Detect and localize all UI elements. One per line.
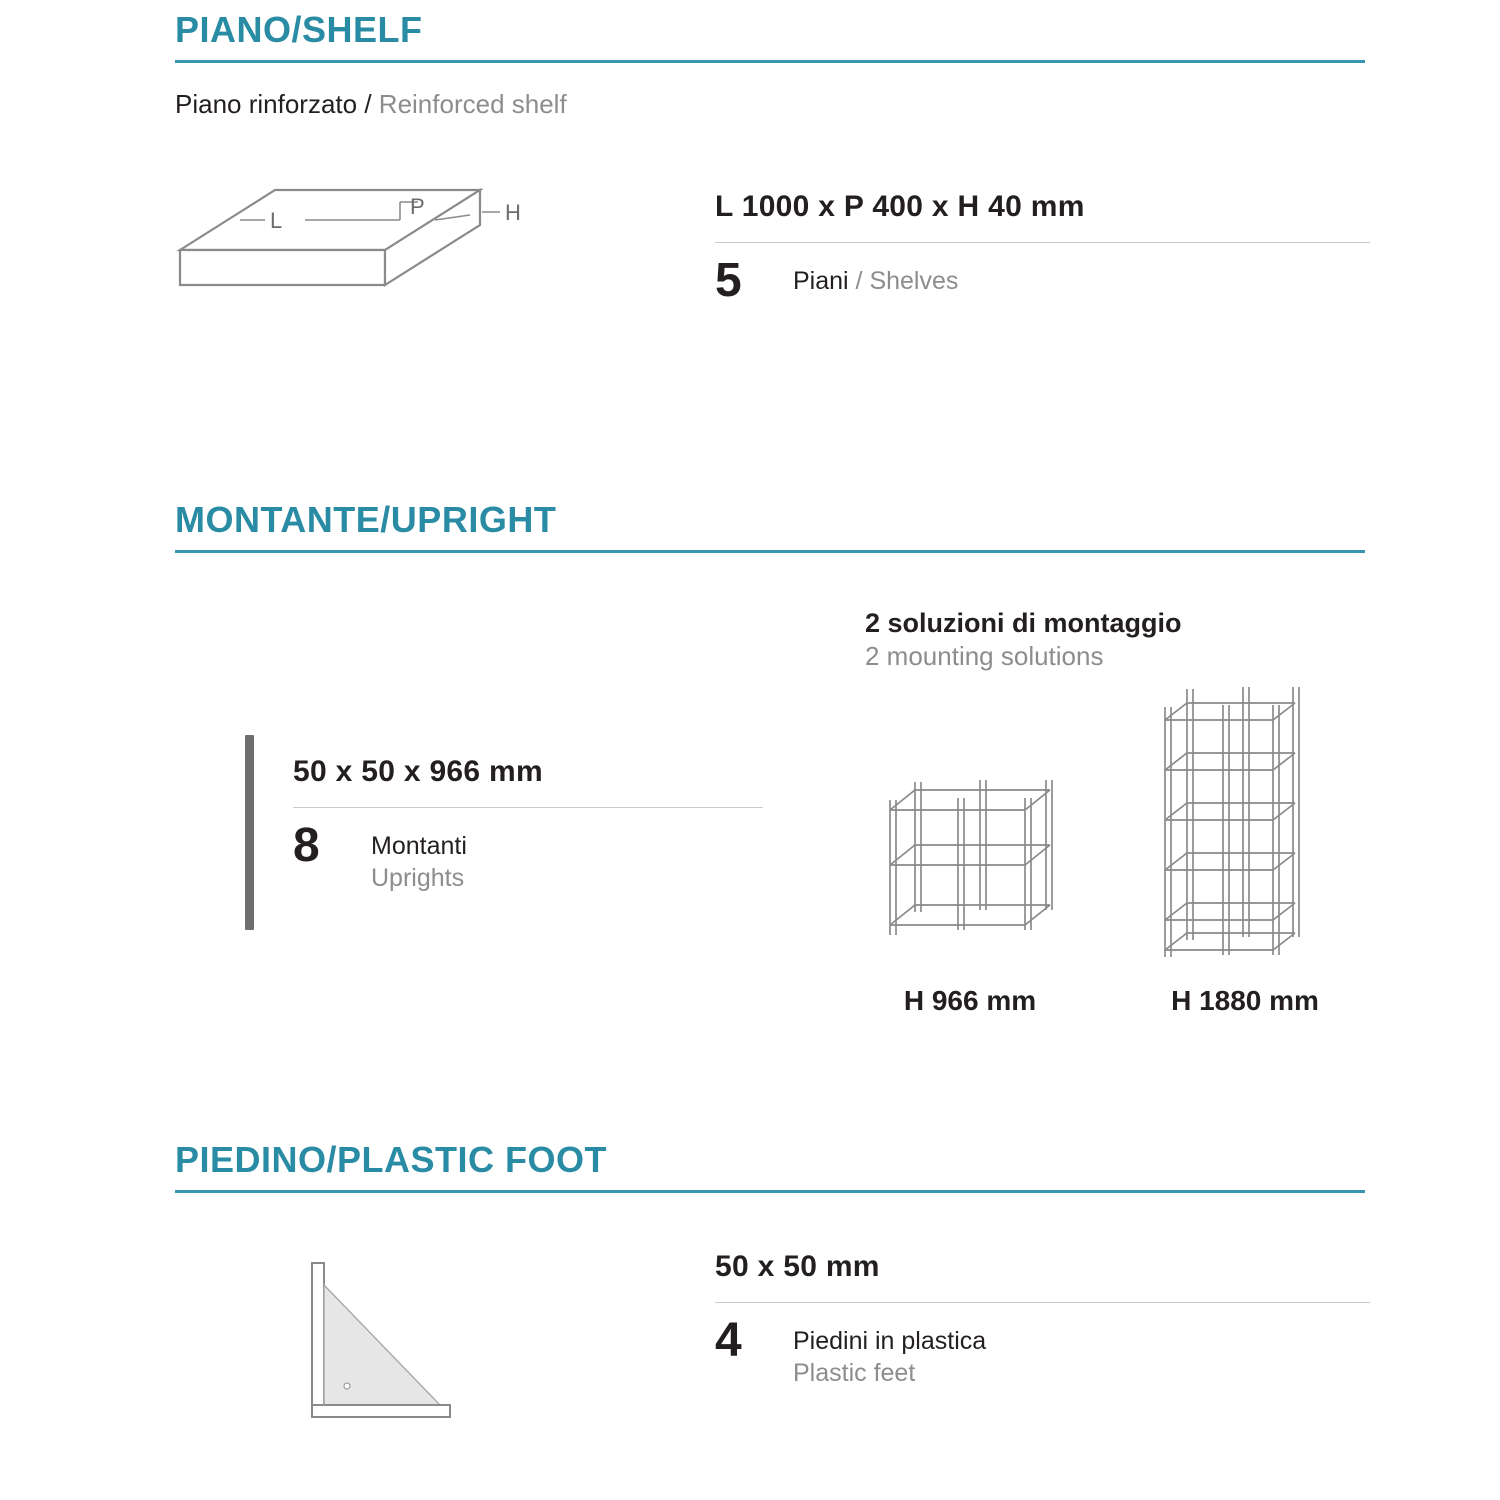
foot-quantity-value: 4 [715,1314,742,1367]
upright-info-block [293,755,763,894]
foot-info-block [715,1250,1370,1389]
foot-quantity-label-en: Plastic feet [793,1359,916,1387]
shelf-diagram [170,180,690,320]
section-upright [175,500,1365,553]
shelf-label-depth: P [410,194,425,219]
shelf-subtitle-en: Reinforced shelf [378,88,567,119]
mounting-option-low-caption: H 966 mm [903,985,1037,1016]
upright-profile-graphic [245,735,254,930]
shelf-quantity-label-it: Piani [793,267,849,295]
mounting-option-tall-diagram [1145,665,1345,965]
section-title-upright: MONTANTE/UPRIGHT [175,499,557,540]
shelf-quantity-label-en: Shelves [869,267,959,295]
shelf-quantity-value: 5 [715,254,742,307]
upright-quantity-row [293,819,763,894]
mounting-heading-it: 2 soluzioni di montaggio [865,608,1182,638]
upright-info-divider [293,807,763,808]
shelf-quantity-sep: / [855,267,863,295]
shelf-subtitle [175,89,1365,120]
shelf-subtitle-it: Piano rinforzato / [175,88,372,119]
mounting-solutions-heading [865,608,1182,672]
foot-quantity-row [715,1314,1370,1389]
section-divider-upright [175,550,1365,553]
shelf-info-block [715,190,1370,305]
foot-quantity-label-it: Piedini in plastica [793,1327,987,1355]
shelf-label-height: H [505,200,521,225]
upright-quantity-label [371,822,467,894]
plastic-foot-diagram [290,1255,490,1435]
foot-dimensions: 50 x 50 mm [715,1250,880,1283]
shelf-quantity-row [715,254,1370,307]
foot-quantity-label [793,1317,986,1389]
mounting-heading-en: 2 mounting solutions [865,641,1104,671]
shelf-quantity-label [793,257,958,297]
shelf-dimensions: L 1000 x P 400 x H 40 mm [715,190,1085,223]
upright-quantity-label-it: Montanti [371,832,467,860]
section-title-shelf: PIANO/SHELF [175,9,423,50]
shelf-label-length: L [270,208,283,233]
mounting-option-tall-caption: H 1880 mm [1171,985,1319,1016]
upright-quantity-value: 8 [293,819,320,872]
section-divider-shelf [175,60,1365,63]
foot-info-divider [715,1302,1370,1303]
section-divider-foot [175,1190,1365,1193]
shelf-info-divider [715,242,1370,243]
section-shelf [175,10,1365,120]
section-foot [175,1140,1365,1193]
mounting-option-low-diagram [870,690,1065,970]
section-title-foot: PIEDINO/PLASTIC FOOT [175,1139,608,1180]
upright-dimensions: 50 x 50 x 966 mm [293,755,543,788]
upright-quantity-label-en: Uprights [371,864,465,892]
